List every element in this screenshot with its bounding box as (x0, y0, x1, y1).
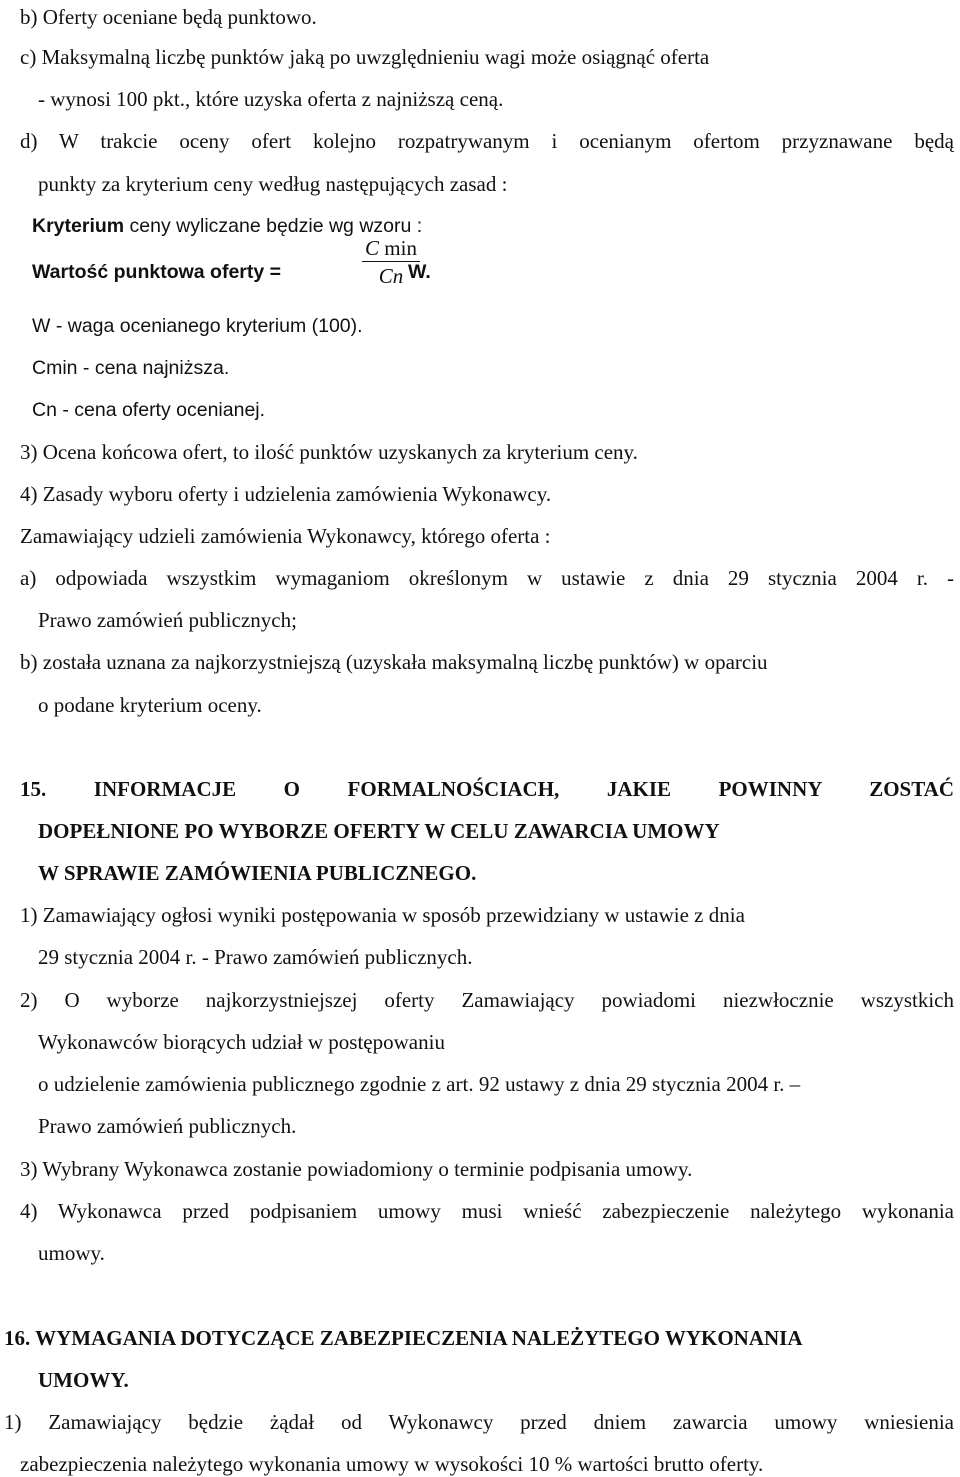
point-b2-line-2: o podane kryterium oceny. (38, 693, 262, 717)
s15-point-1-line-1: 1) Zamawiający ogłosi wyniki postępowania w sposób przewidziany w ustawie z dnia (20, 903, 745, 927)
point-a-line-2: Prawo zamówień publicznych; (38, 608, 297, 632)
s15-point-2-line-4: Prawo zamówień publicznych. (38, 1114, 297, 1138)
section-15-heading-line-2: DOPEŁNIONE PO WYBORZE OFERTY W CELU ZAWARCIA UMOWY (38, 819, 720, 843)
point-a-line-1: a) odpowiada wszystkim wymaganiom określonym w ustawie z dnia 29 stycznia 2004 r. - (20, 566, 954, 590)
point-c-line-2: - wynosi 100 pkt., które uzyska oferta z najniższą ceną. (38, 87, 504, 111)
formula-denominator: Cn (378, 264, 404, 288)
s15-point-4-line-1: 4) Wykonawca przed podpisaniem umowy musi wnieść zabezpieczenie należytego wykonania (20, 1199, 954, 1223)
s15-point-2-line-2: Wykonawców biorących udział w postępowaniu (38, 1030, 445, 1054)
cn-definition: Cn - cena oferty ocenianej. (32, 399, 266, 421)
point-c-line-1: c) Maksymalną liczbę punktów jaką po uwzględnieniu wagi może osiągnąć oferta (20, 45, 710, 69)
point-3-final-score: 3) Ocena końcowa ofert, to ilość punktów uzyskanych za kryterium ceny. (20, 440, 638, 464)
section-16-heading-line-2: UMOWY. (38, 1368, 129, 1392)
criterion-bold-word: Kryterium (32, 215, 125, 237)
formula-label: Wartość punktowa oferty = (32, 261, 282, 283)
point-d-line-1: d) W trakcie oceny ofert kolejno rozpatrywanym i ocenianym ofertom przyznawane będą (20, 129, 954, 153)
section-15-heading-line-1: 15. INFORMACJE O FORMALNOŚCIACH, JAKIE POWINNY ZOSTAĆ (20, 777, 954, 801)
s16-point-1-line-1: 1) Zamawiający będzie żądał od Wykonawcy przed dniem zawarcia umowy wniesienia (4, 1410, 954, 1434)
criterion-rest: ceny wyliczane będzie wg wzoru : (124, 215, 423, 237)
award-intro: Zamawiający udzieli zamówienia Wykonawcy, którego oferta : (20, 524, 551, 548)
point-d-line-2: punkty za kryterium ceny według następujących zasad : (38, 172, 508, 196)
point-4-selection-rules: 4) Zasady wyboru oferty i udzielenia zamówienia Wykonawcy. (20, 482, 552, 506)
formula-numerator: C min (365, 236, 417, 260)
s15-point-3: 3) Wybrany Wykonawca zostanie powiadomiony o terminie podpisania umowy. (20, 1157, 693, 1181)
point-b-offers-scored: b) Oferty oceniane będą punktowo. (20, 5, 317, 29)
s15-point-4-line-2: umowy. (38, 1241, 105, 1265)
price-formula (32, 236, 452, 292)
weight-definition: W - waga ocenianego kryterium (100). (32, 315, 363, 337)
s15-point-2-line-1: 2) O wyborze najkorzystniejszej oferty Zamawiający powiadomi niezwłocznie wszystkich (20, 988, 954, 1012)
section-15-heading-line-3: W SPRAWIE ZAMÓWIENIA PUBLICZNEGO. (38, 861, 477, 885)
cmin-definition: Cmin - cena najniższa. (32, 357, 230, 379)
formula-multiplier: W. (408, 261, 431, 283)
s16-point-1-line-2: zabezpieczenia należytego wykonania umowy w wysokości 10 % wartości brutto oferty. (20, 1452, 764, 1476)
point-b2-line-1: b) została uznana za najkorzystniejszą (uzyskała maksymalną liczbę punktów) w oparciu (20, 650, 768, 674)
s15-point-1-line-2: 29 stycznia 2004 r. - Prawo zamówień publicznych. (38, 945, 473, 969)
s15-point-2-line-3: o udzielenie zamówienia publicznego zgodnie z art. 92 ustawy z dnia 29 stycznia 2004 r. – (38, 1072, 801, 1096)
section-16-heading-line-1: 16. WYMAGANIA DOTYCZĄCE ZABEZPIECZENIA NALEŻYTEGO WYKONANIA (4, 1326, 803, 1350)
